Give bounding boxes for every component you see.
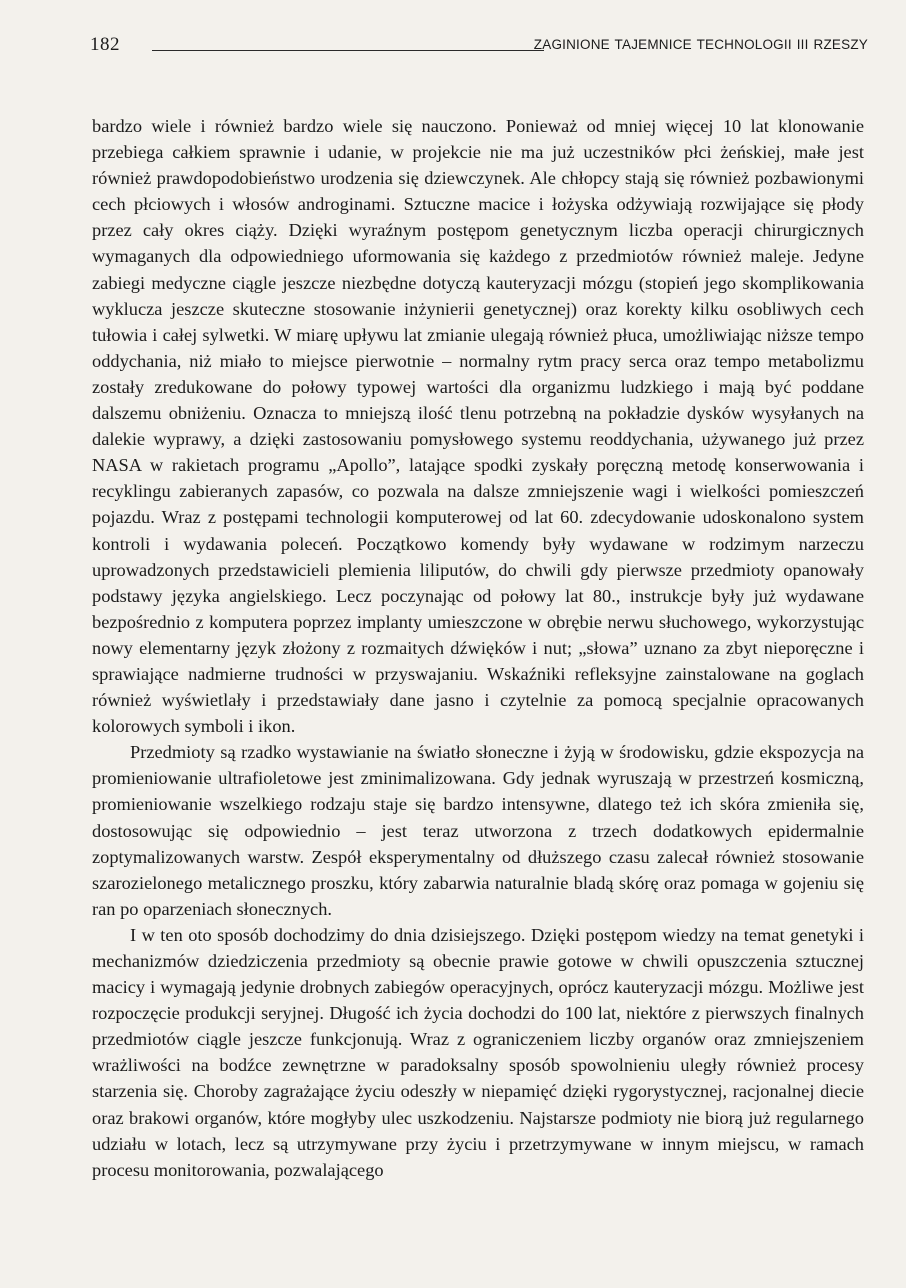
- paragraph-2: Przedmioty są rzadko wystawianie na światło słoneczne i żyją w środowisku, gdzie ekspozycja na promieniowanie ultrafioletowe jest zminimalizowana. Gdy jednak wyruszają w przestrzeń kosmiczną, promieniowanie wszelkiego rodzaju staje się bardzo intensywne, dlatego też ich skóra zmieniła się, dostosowując się odpowiednio – jest teraz utworzona z trzech dodatkowych epidermalnie zoptymalizowanych warstw. Zespół eksperymentalny od dłuższego czasu zalecał również stosowanie szarozielonego metalicznego proszku, który zabarwia naturalnie bladą skórę oraz pomaga w gojeniu się ran po oparzeniach słonecznych.: [92, 742, 864, 919]
- page-header: [90, 34, 868, 60]
- header-rule: [152, 50, 544, 51]
- paragraph-3: I w ten oto sposób dochodzimy do dnia dzisiejszego. Dzięki postępom wiedzy na temat genetyki i mechanizmów dziedziczenia przedmioty są obecnie prawie gotowe w chwili opuszczenia sztucznej macicy i wymagają jedynie drobnych zabiegów operacyjnych, oprócz kauteryzacji mózgu. Możliwe jest rozpoczęcie produkcji seryjnej. Długość ich życia dochodzi do 100 lat, niektóre z pierwszych finalnych przedmiotów ciągle jeszcze funkcjonują. Wraz z ograniczeniem liczby organów oraz zmniejszeniem wrażliwości na bodźce zewnętrzne w paradoksalny sposób spowolnieniu uległy również procesy starzenia się. Choroby zagrażające życiu odeszły w niepamięć dzięki rygorystycznej, racjonalnej diecie oraz brakowi organów, które mogłyby ulec uszkodzeniu. Najstarsze podmioty nie biorą już regularnego udziału w lotach, lecz są utrzymywane przy życiu i przetrzymywane w innym miejscu, w ramach procesu monitorowania, pozwalającego: [92, 924, 864, 1180]
- paragraph-1: bardzo wiele i również bardzo wiele się nauczono. Ponieważ od mniej więcej 10 lat klonowanie przebiega całkiem sprawnie i udanie, w projekcie nie ma już uczestników płci żeńskiej, małe jest również prawdopodobieństwo urodzenia się dziewczynek. Ale chłopcy stają się również pozbawionymi cech płciowych i włosów androginami. Sztuczne macice i łożyska odżywiają rozwijające się płody przez cały okres ciąży. Dzięki wyraźnym postępom genetycznym liczba operacji chirurgicznych wymaganych dla odpowiedniego uformowania się każdego z przedmiotów również maleje. Jedyne zabiegi medyczne ciągle jeszcze niezbędne dotyczą kauteryzacji mózgu (stopień jego skomplikowania wyklucza jeszcze skuteczne stosowanie inżynierii genetycznej) oraz korekty kilku osobliwych cech tułowia i całej sylwetki. W miarę upływu lat zmianie ulegają również płuca, umożliwiając niższe tempo oddychania, niż miało to miejsce pierwotnie – normalny rytm pracy serca oraz tempo metabolizmu zostały zredukowane do połowy typowej wartości dla organizmu ludzkiego i mają być poddane dalszemu obniżeniu. Oznacza to mniejszą ilość tlenu potrzebną na pokładzie dysków wysyłanych na dalekie wyprawy, a dzięki zastosowaniu pomysłowego systemu reoddychania, używanego już przez NASA w rakietach programu „Apollo”, latające spodki zyskały poręczną metodę konserwowania i recyklingu zabieranych zapasów, co pozwala na dalsze zmniejszenie wagi i wielkości pomieszczeń pojazdu. Wraz z postępami technologii komputerowej od lat 60. zdecydowanie udoskonalono system kontroli i wydawania poleceń. Początkowo komendy były wydawane w rodzimym narzeczu uprowadzonych przedstawicieli plemienia liliputów, do chwili gdy pierwsze przedmioty opanowały podstawy języka angielskiego. Lecz poczynając od połowy lat 80., instrukcje były już wydawane bezpośrednio z komputera poprzez implanty umieszczone w obrębie nerwu słuchowego, wykorzystując nowy elementarny język złożony z rozmaitych dźwięków i nut; „słowa” uznano za zbyt nieporęczne i sprawiające nadmierne trudności w przyswajaniu. Wskaźniki refleksyjne zainstalowane na goglach również wyświetlały i przedstawiały dane jasno i czytelnie za pomocą specjalnie opracowanych kolorowych symboli i ikon.: [92, 116, 864, 737]
- running-title: ZAGINIONE TAJEMNICE TECHNOLOGII III RZESZY: [533, 37, 868, 52]
- body-text: [92, 113, 864, 1183]
- page-number: 182: [90, 34, 120, 55]
